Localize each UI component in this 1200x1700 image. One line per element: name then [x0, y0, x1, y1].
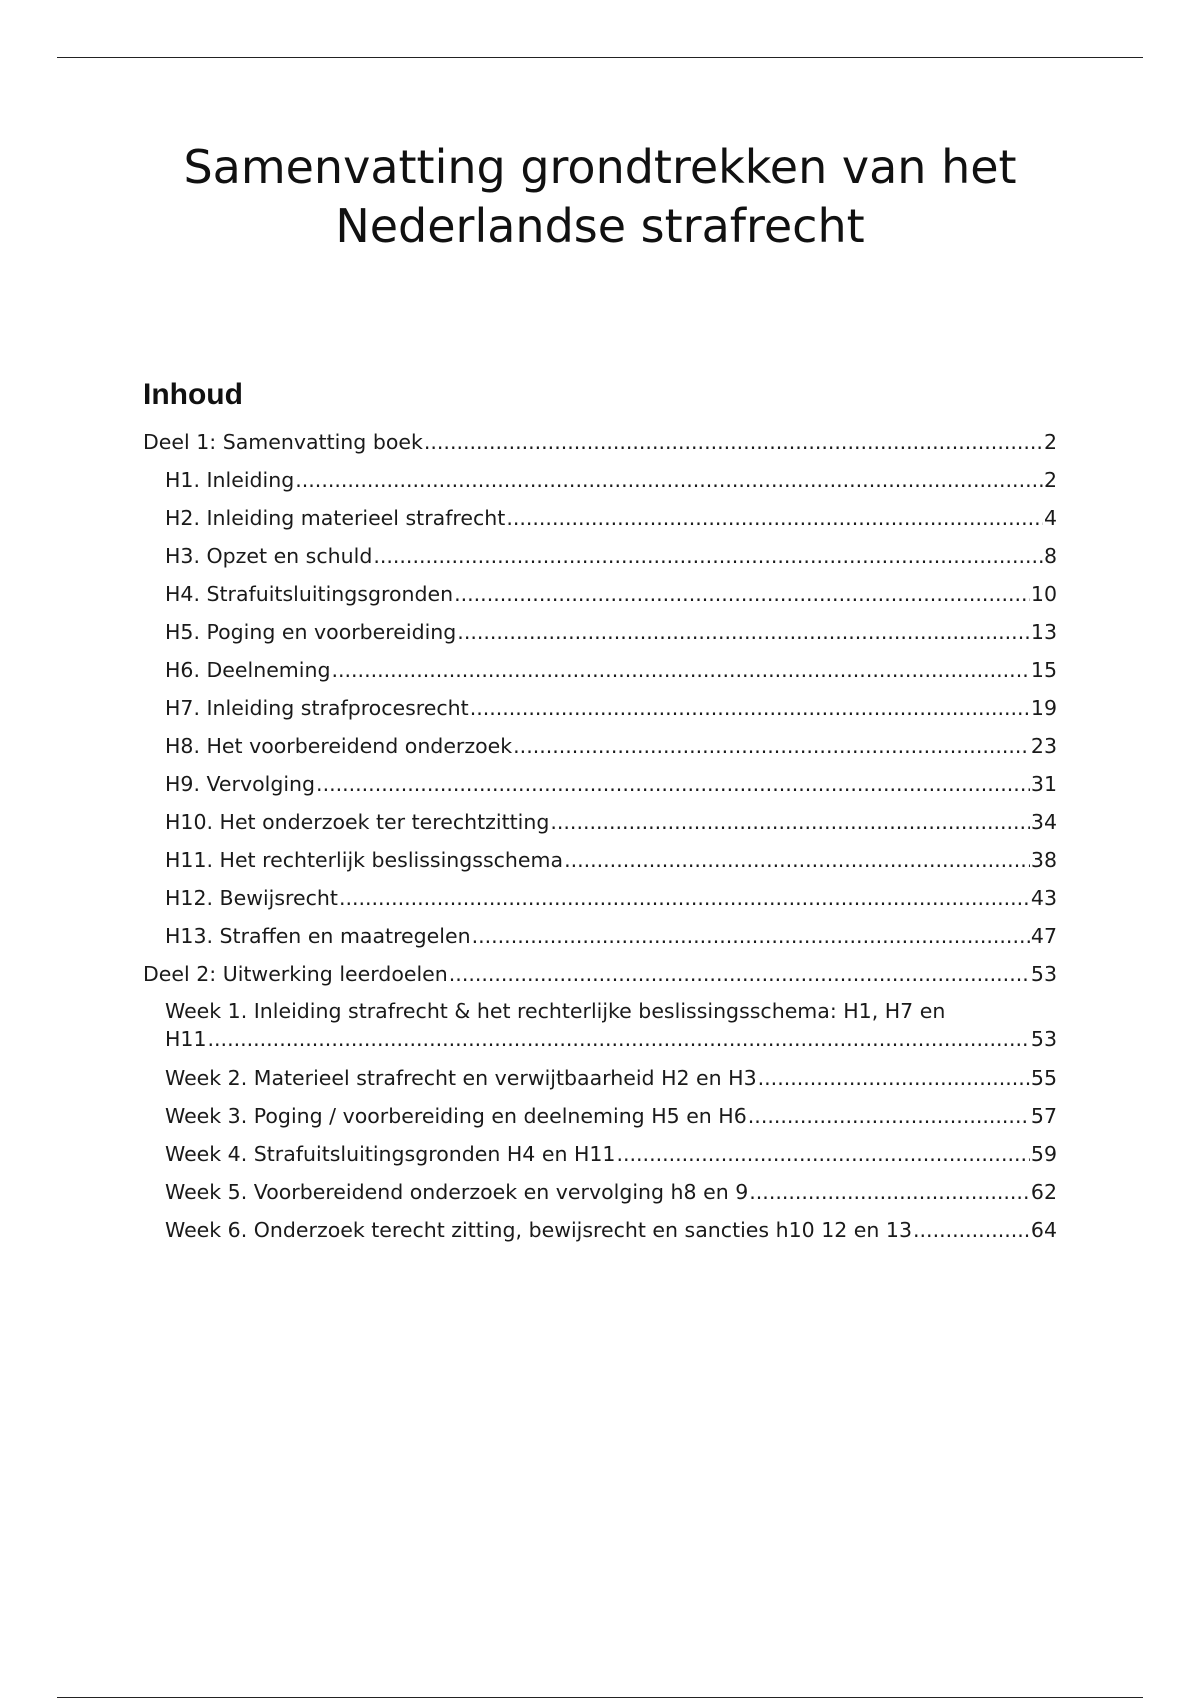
toc-entry-text: Deel 1: Samenvatting boek [143, 430, 423, 454]
toc-entry-text: Week 5. Voorbereidend onderzoek en vervolging h8 en 9 [165, 1180, 749, 1204]
toc-entry-h7 [143, 689, 1057, 727]
toc-entry-text: H2. Inleiding materieel strafrecht [165, 506, 506, 530]
toc-dot-leader [316, 765, 1030, 803]
toc-dot-leader [749, 1173, 1030, 1211]
toc-link-h13[interactable] [165, 917, 1057, 955]
toc-entry-page: 57 [1030, 1104, 1057, 1128]
toc-entry-week-3 [143, 1097, 1057, 1135]
toc-entry-h11 [143, 841, 1057, 879]
toc-entry-h8 [143, 727, 1057, 765]
toc-entry-h2 [143, 499, 1057, 537]
toc-link-h2[interactable] [165, 499, 1057, 537]
toc-entry-page: 2 [1043, 430, 1057, 454]
toc-dot-leader [424, 423, 1043, 461]
toc-entry-h10 [143, 803, 1057, 841]
toc-link-week-2[interactable] [165, 1059, 1057, 1097]
toc-entry-deel-2 [143, 955, 1057, 993]
document-title [100, 138, 1100, 256]
toc-entry-page: 38 [1030, 848, 1057, 872]
toc-dot-leader [449, 955, 1030, 993]
toc-link-deel-1[interactable] [143, 423, 1057, 461]
toc-entry-text: H1. Inleiding [165, 468, 295, 492]
footer-rule [57, 1697, 1143, 1698]
toc-entry-text: H12. Bewijsrecht [165, 886, 338, 910]
toc-entry-text: Deel 2: Uitwerking leerdoelen [143, 962, 448, 986]
toc-entry-text: H11. Het rechterlijk beslissingsschema [165, 848, 564, 872]
toc-link-week-3[interactable] [165, 1097, 1057, 1135]
toc-entry-text: Week 6. Onderzoek terecht zitting, bewijsrecht en sancties h10 12 en 13 [165, 1218, 913, 1242]
toc-link-h11[interactable] [165, 841, 1057, 879]
toc-entry-text: Week 3. Poging / voorbereiding en deelneming H5 en H6 [165, 1104, 747, 1128]
toc-entry-week-6 [143, 1211, 1057, 1249]
toc-entry-week-4 [143, 1135, 1057, 1173]
toc-entry-text: H5. Poging en voorbereiding [165, 620, 457, 644]
toc-entry-h3 [143, 537, 1057, 575]
toc-link-h5[interactable] [165, 613, 1057, 651]
toc-entry-deel-1 [143, 423, 1057, 461]
toc-entry-week-5 [143, 1173, 1057, 1211]
toc-link-h8[interactable] [165, 727, 1057, 765]
toc-entry-page: 23 [1030, 734, 1057, 758]
toc-dot-leader [513, 727, 1030, 765]
toc-entry-page: 43 [1030, 886, 1057, 910]
toc-link-week-6[interactable] [165, 1211, 1057, 1249]
toc-dot-leader [748, 1097, 1030, 1135]
toc-entry-text: H6. Deelneming [165, 658, 331, 682]
toc-link-h1[interactable] [165, 461, 1057, 499]
toc-entry-page: 59 [1030, 1142, 1057, 1166]
toc-entry-page: 19 [1030, 696, 1057, 720]
toc-entry-text: H8. Het voorbereidend onderzoek [165, 734, 513, 758]
toc-entry-page: 15 [1030, 658, 1057, 682]
toc-entry-page: 4 [1043, 506, 1057, 530]
toc-dot-leader [506, 499, 1043, 537]
toc-entry-text: H11 [165, 1027, 207, 1051]
toc-entry-text: Week 4. Strafuitsluitingsgronden H4 en H11 [165, 1142, 616, 1166]
toc-entry-text: H3. Opzet en schuld [165, 544, 373, 568]
toc-dot-leader [295, 461, 1043, 499]
toc-dot-leader [913, 1211, 1030, 1249]
toc-entry-h1 [143, 461, 1057, 499]
toc-link-week-4[interactable] [165, 1135, 1057, 1173]
toc-dot-leader [616, 1135, 1029, 1173]
toc-entry-page: 53 [1030, 1027, 1057, 1051]
toc-entry-page: 13 [1030, 620, 1057, 644]
toc-entry-page: 10 [1030, 582, 1057, 606]
toc-entry-h13 [143, 917, 1057, 955]
toc-link-h6[interactable] [165, 651, 1057, 689]
toc-entry-page: 8 [1043, 544, 1057, 568]
toc-entry-h5 [143, 613, 1057, 651]
toc-dot-leader [454, 575, 1030, 613]
toc-entry-page: 47 [1030, 924, 1057, 948]
toc-entry-page: 55 [1030, 1066, 1057, 1090]
toc-link-h7[interactable] [165, 689, 1057, 727]
toc-entry-text: H9. Vervolging [165, 772, 316, 796]
toc-link-week-5[interactable] [165, 1173, 1057, 1211]
toc-link-h4[interactable] [165, 575, 1057, 613]
toc-entry-page: 64 [1030, 1218, 1057, 1242]
toc-dot-leader [472, 917, 1030, 955]
toc-entry-page: 31 [1030, 772, 1057, 796]
toc-entry-text: Week 2. Materieel strafrecht en verwijtbaarheid H2 en H3 [165, 1066, 757, 1090]
toc-entry-page: 34 [1030, 810, 1057, 834]
toc-link-h3[interactable] [165, 537, 1057, 575]
toc-dot-leader [208, 1025, 1030, 1053]
toc-link-h9[interactable] [165, 765, 1057, 803]
toc-entry-page: 53 [1030, 962, 1057, 986]
toc-entry-page: 62 [1030, 1180, 1057, 1204]
toc-dot-leader [758, 1059, 1030, 1097]
toc-entry-h6 [143, 651, 1057, 689]
toc-entry-h12 [143, 879, 1057, 917]
toc-dot-leader [457, 613, 1030, 651]
toc-entry-page: 2 [1043, 468, 1057, 492]
document-title-line-2: Nederlandse strafrecht [335, 199, 865, 253]
document-title-line-1: Samenvatting grondtrekken van het [183, 140, 1017, 194]
toc-heading: Inhoud [143, 378, 243, 411]
toc-entry-week-1 [143, 993, 1057, 1059]
toc-entry-text: H7. Inleiding strafprocesrecht [165, 696, 469, 720]
toc-link-deel-2[interactable] [143, 955, 1057, 993]
toc-dot-leader [550, 803, 1030, 841]
toc-link-week-1[interactable] [165, 1025, 1057, 1059]
toc-link-h12[interactable] [165, 879, 1057, 917]
toc-dot-leader [339, 879, 1030, 917]
toc-dot-leader [564, 841, 1030, 879]
toc-dot-leader [373, 537, 1043, 575]
toc-entry-text: H4. Strafuitsluitingsgronden [165, 582, 454, 606]
toc-entry-week-2 [143, 1059, 1057, 1097]
header-rule [57, 57, 1143, 58]
toc-link-h10[interactable] [165, 803, 1057, 841]
table-of-contents [143, 423, 1057, 1249]
toc-entry-text: H13. Straffen en maatregelen [165, 924, 471, 948]
toc-entry-h9 [143, 765, 1057, 803]
toc-entry-text-line-1[interactable]: Week 1. Inleiding strafrecht & het rechterlijke beslissingsschema: H1, H7 en [165, 999, 946, 1023]
toc-dot-leader [331, 651, 1029, 689]
toc-entry-text: H10. Het onderzoek ter terechtzitting [165, 810, 550, 834]
toc-entry-h4 [143, 575, 1057, 613]
toc-dot-leader [470, 689, 1030, 727]
